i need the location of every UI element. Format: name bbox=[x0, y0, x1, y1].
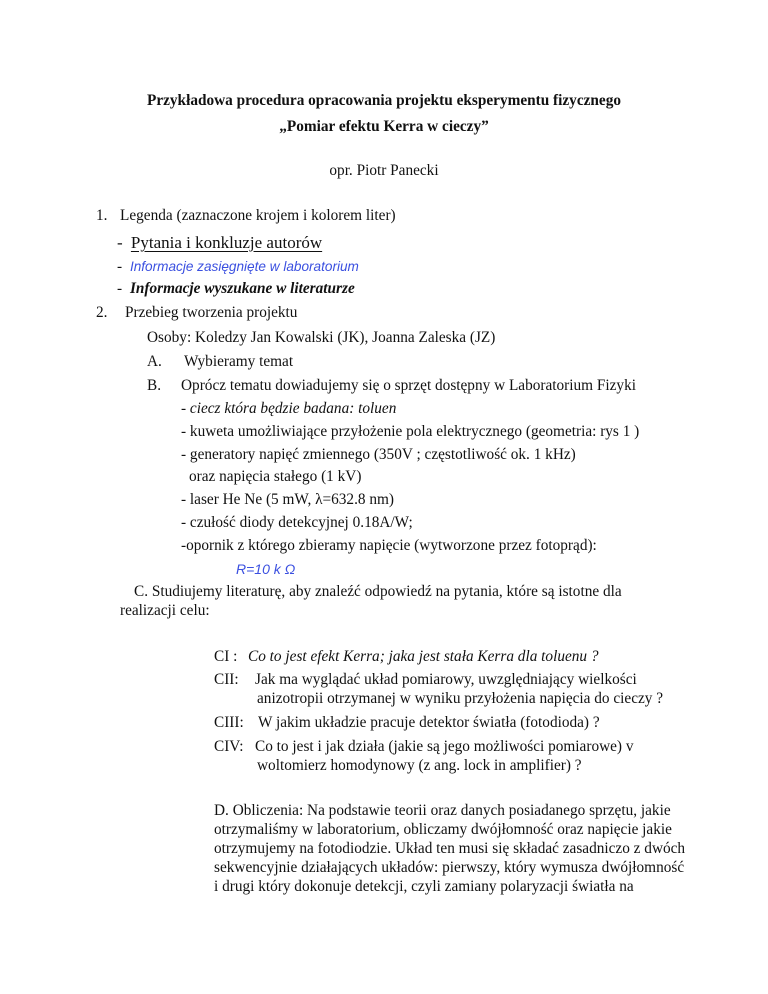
question-text: W jakim układzie pracuje detektor światła (fotodioda) ? bbox=[258, 714, 600, 731]
legend-text-authors: Pytania i konkluzje autorów bbox=[130, 233, 323, 252]
step-c-line: C. Studiujemy literaturę, aby znaleźć odpowiedź na pytania, które są istotne dla bbox=[134, 583, 622, 600]
question-text: Co to jest efekt Kerra; jaka jest stała Kerra dla toluenu ? bbox=[248, 648, 599, 665]
section-1-title: Legenda (zaznaczone krojem i kolorem liter) bbox=[120, 207, 396, 224]
question-text: Co to jest i jak działa (jakie są jego możliwości pomiarowe) v bbox=[255, 738, 634, 755]
section-2-title: Przebieg tworzenia projektu bbox=[125, 304, 298, 321]
question-text: Jak ma wyglądać układ pomiarowy, uwzględniający wielkości bbox=[255, 671, 637, 688]
step-c-line: realizacji celu: bbox=[120, 602, 210, 619]
resistor-value: R=10 k Ω bbox=[236, 561, 296, 577]
legend-item-literature bbox=[117, 280, 355, 298]
step-d-line: D. Obliczenia: Na podstawie teorii oraz danych posiadanego sprzętu, jakie bbox=[214, 802, 671, 819]
document-subtitle: „Pomiar efektu Kerra w cieczy” bbox=[279, 118, 489, 135]
persons-line: Osoby: Koledzy Jan Kowalski (JK), Joanna Zaleska (JZ) bbox=[147, 329, 496, 346]
step-d-line: otrzymaliśmy w laboratorium, obliczamy dwójłomność oraz napięcie jakie bbox=[214, 821, 672, 838]
section-2-number: 2. bbox=[96, 304, 108, 321]
step-d-line: i drugi który dokonuje detekcji, czyli zamiany polaryzacji światła na bbox=[214, 878, 634, 895]
question-text: anizotropii otrzymanej w wyniku przyłożenia napięcia do cieczy ? bbox=[257, 690, 664, 707]
equipment-item: - czułość diody detekcyjnej 0.18A/W; bbox=[181, 514, 413, 531]
step-a-text: Wybieramy temat bbox=[184, 353, 294, 370]
equipment-item: - laser He Ne (5 mW, λ=632.8 nm) bbox=[181, 491, 395, 508]
step-b-text: Oprócz tematu dowiadujemy się o sprzęt dostępny w Laboratorium Fizyki bbox=[181, 377, 636, 394]
step-b-label: B. bbox=[147, 377, 162, 394]
section-1-number: 1. bbox=[96, 207, 108, 224]
question-label: CIII: bbox=[214, 714, 244, 731]
legend-item-laboratory bbox=[117, 258, 359, 276]
legend-dash: - bbox=[117, 280, 123, 297]
document-title: Przykładowa procedura opracowania projektu eksperymentu fizycznego bbox=[146, 92, 622, 109]
legend-text-laboratory: Informacje zasięgnięte w laboratorium bbox=[129, 259, 359, 274]
legend-dash: - bbox=[117, 258, 123, 275]
equipment-item: - kuweta umożliwiające przyłożenie pola elektrycznego (geometria: rys 1 ) bbox=[181, 423, 640, 440]
legend-dash: - bbox=[117, 233, 123, 252]
step-d-line: otrzymujemy na fotodiodzie. Układ ten musi się składać zasadniczo z dwóch bbox=[214, 840, 686, 857]
equipment-item: -opornik z którego zbieramy napięcie (wytworzone przez fotoprąd): bbox=[181, 537, 597, 554]
equipment-item: oraz napięcia stałego (1 kV) bbox=[189, 468, 362, 485]
equipment-item: - ciecz która będzie badana: toluen bbox=[181, 400, 397, 417]
question-text: woltomierz homodynowy (z ang. lock in amplifier) ? bbox=[257, 757, 582, 774]
question-label: CI : bbox=[214, 648, 238, 665]
equipment-item: - generatory napięć zmiennego (350V ; częstotliwość ok. 1 kHz) bbox=[181, 446, 576, 463]
document-author: opr. Piotr Panecki bbox=[329, 162, 439, 179]
question-label: CII: bbox=[214, 671, 239, 688]
question-label: CIV: bbox=[214, 738, 244, 755]
step-a-label: A. bbox=[147, 353, 162, 370]
legend-item-authors bbox=[117, 233, 322, 253]
legend-text-literature: Informacje wyszukane w literaturze bbox=[129, 280, 355, 297]
step-d-line: sekwencyjnie działających układów: pierwszy, który wymusza dwójłomność bbox=[214, 859, 685, 876]
